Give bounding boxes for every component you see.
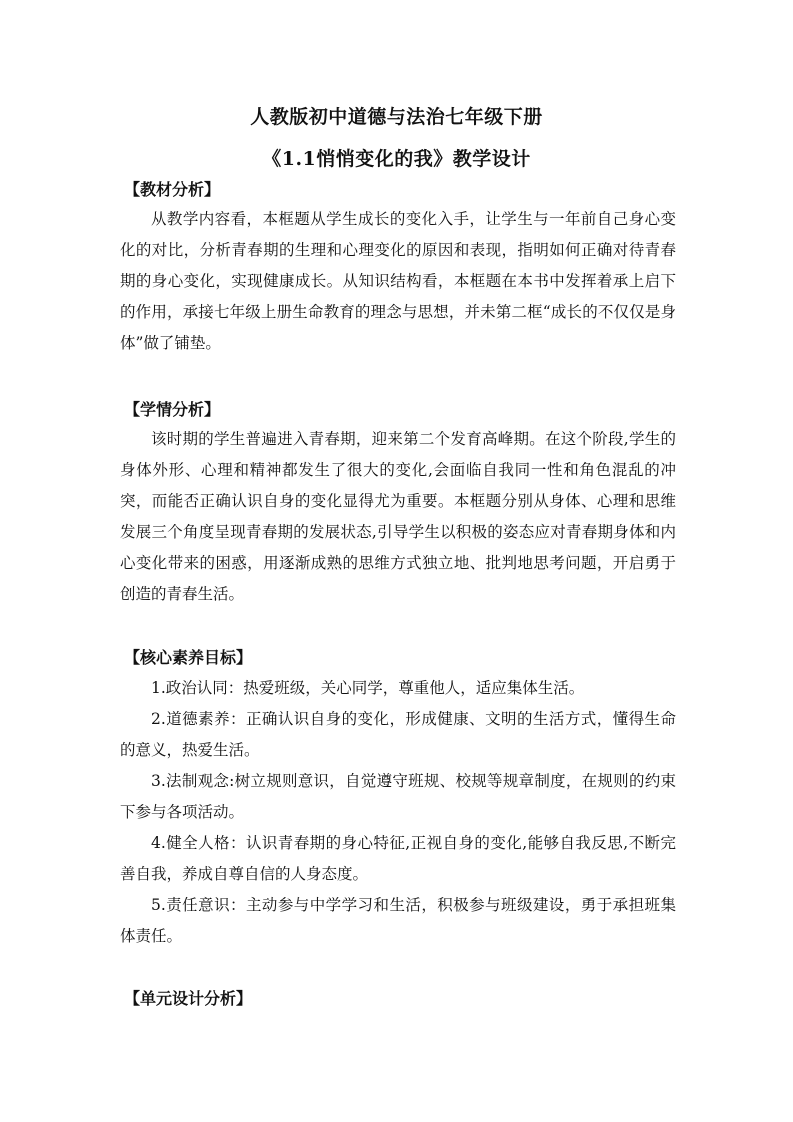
goal-item-law: 3.法制观念:树立规则意识，自觉遵守班规、校规等规章制度，在规则的约束下参与各项活动。 xyxy=(120,772,676,821)
goal-item-responsibility: 5.责任意识：主动参与中学学习和生活，积极参与班级建设，勇于承担班集体责任。 xyxy=(120,896,676,945)
paragraph-student-analysis: 该时期的学生普遍进入青春期，迎来第二个发育高峰期。在这个阶段,学生的身体外形、心理和精神都发生了很大的变化,会面临自我同一性和角色混乱的冲突，而能否正确认识自身的变化显得尤为重要。本框题分别从身体、心理和思维发展三个角度呈现青春期的发展状态,引导学生以积极的姿态应对青春期身体和内心变化带来的困惑，用逐渐成熟的思维方式独立地、批判地思考问题，开启勇于创造的青春生活。 xyxy=(120,430,676,603)
heading-unit-design: 【单元设计分析】 xyxy=(124,989,253,1008)
goal-item-personality: 4.健全人格：认识青春期的身心特征,正视自身的变化,能够自我反思,不断完善自我，养成自尊自信的人身态度。 xyxy=(120,834,676,883)
heading-core-goals: 【核心素养目标】 xyxy=(124,648,253,667)
goal-item-moral: 2.道德素养：正确认识自身的变化，形成健康、文明的生活方式，懂得生命的意义，热爱生活。 xyxy=(120,710,676,759)
paragraph-textbook-analysis: 从教学内容看，本框题从学生成长的变化入手，让学生与一年前自己身心变化的对比，分析青春期的生理和心理变化的原因和表现，指明如何正确对待青春期的身心变化，实现健康成长。从知识结构看，本框题在本书中发挥着承上启下的作用，承接七年级上册生命教育的理念与思想，并未第二框“成长的不仅仅是身体”做了铺垫。 xyxy=(120,210,676,352)
heading-textbook-analysis: 【教材分析】 xyxy=(124,180,221,199)
document-title: 人教版初中道德与法治七年级下册 xyxy=(250,106,543,128)
document-subtitle: 《1.1悄悄变化的我》教学设计 xyxy=(262,148,531,170)
goal-item-political: 1.政治认同：热爱班级，关心同学，尊重他人，适应集体生活。 xyxy=(151,679,585,697)
heading-student-analysis: 【学情分析】 xyxy=(124,400,221,419)
